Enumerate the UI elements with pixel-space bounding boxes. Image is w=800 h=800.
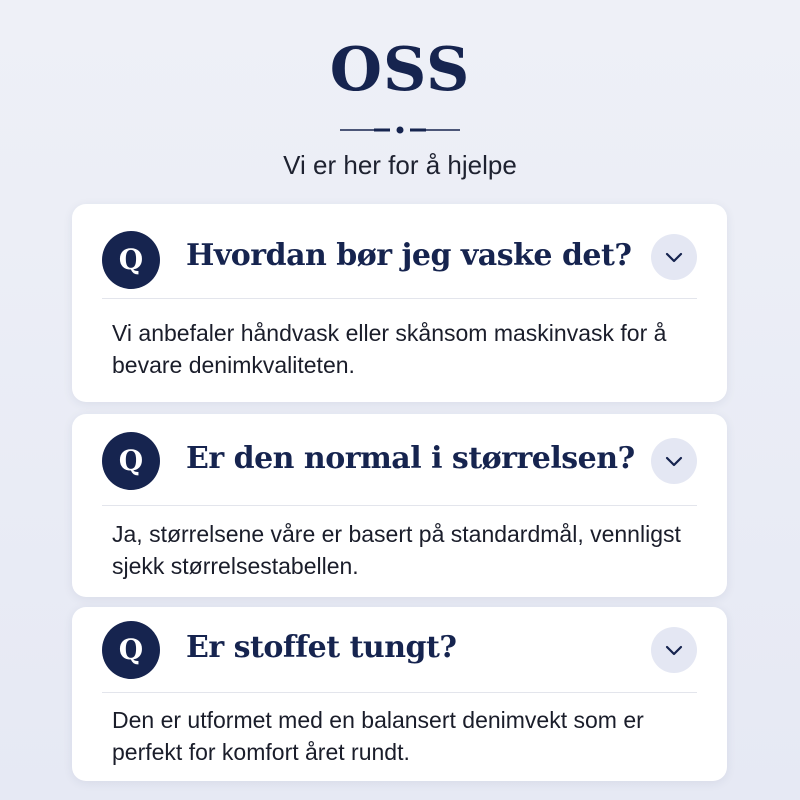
ornament-divider — [340, 122, 460, 138]
page-subtitle: Vi er her for å hjelpe — [283, 150, 517, 180]
faq-item — [72, 607, 727, 781]
faq-item — [72, 414, 727, 597]
faq-answer: Vi anbefaler håndvask eller skånsom maskinvask for å bevare denimkvaliteten. — [112, 320, 667, 378]
page-header — [0, 0, 800, 200]
chevron-down-icon — [664, 249, 684, 265]
chevron-down-icon — [664, 453, 684, 469]
q-badge: Q — [102, 621, 160, 679]
faq-divider — [102, 298, 697, 299]
faq-toggle-button[interactable] — [651, 438, 697, 484]
faq-item — [72, 204, 727, 402]
faq-answer: Den er utformet med en balansert denimvekt som er perfekt for komfort året rundt. — [112, 707, 644, 765]
faq-toggle-button[interactable] — [651, 234, 697, 280]
faq-divider — [102, 505, 697, 506]
page-title: OSS — [329, 35, 471, 105]
q-badge: Q — [102, 432, 160, 490]
faq-question[interactable]: Hvordan bør jeg vaske det? — [186, 238, 632, 273]
faq-divider — [102, 692, 697, 693]
chevron-down-icon — [664, 642, 684, 658]
q-badge: Q — [102, 231, 160, 289]
faq-answer: Ja, størrelsene våre er basert på standardmål, vennligst sjekk størrelsestabellen. — [112, 521, 681, 579]
faq-question[interactable]: Er stoffet tungt? — [186, 630, 457, 665]
faq-toggle-button[interactable] — [651, 627, 697, 673]
faq-question[interactable]: Er den normal i størrelsen? — [186, 441, 635, 476]
